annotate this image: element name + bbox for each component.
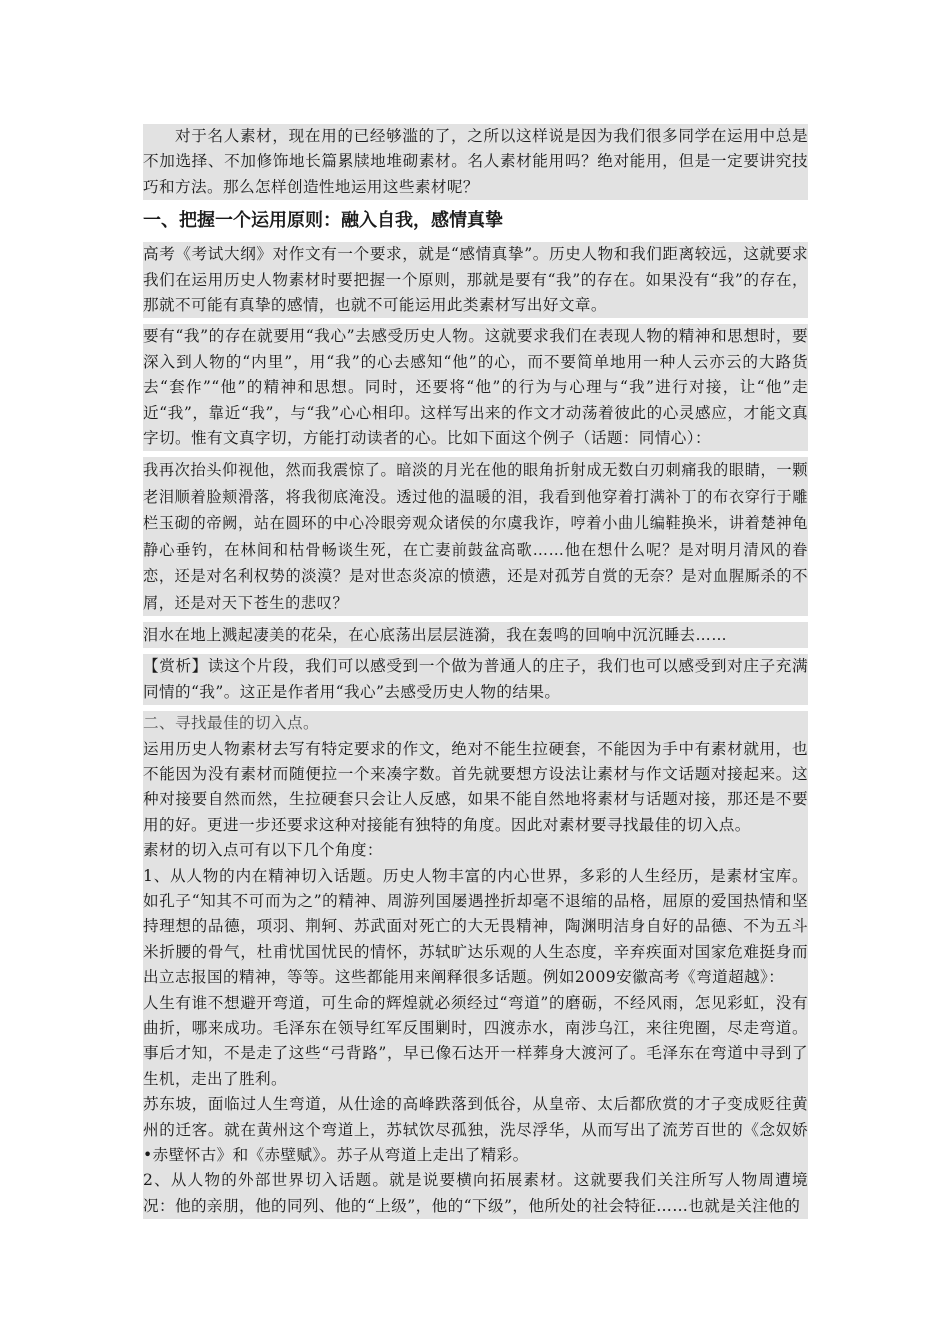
example-block-1 <box>143 457 808 615</box>
example-block-2 <box>143 622 808 648</box>
paragraph-block-2 <box>143 324 808 451</box>
paragraph-block-1 <box>143 242 808 318</box>
analysis-block <box>143 654 808 705</box>
paragraph-5: 1、从人物的内在精神切入话题。历史人物丰富的内心世界，多彩的人生经历，是素材宝库。如孔子“知其不可而为之”的精神、周游列国屡遇挫折却毫不退缩的品格，屈原的爱国热情和坚持理想的品德，项羽、荆轲、苏武面对死亡的大无畏精神，陶渊明洁身自好的品德、不为五斗米折腰的骨气，杜甫忧国忧民的情怀，苏轼旷达乐观的人生态度，辛弃疾面对国家危难挺身而出立志报国的精神，等等。这些都能用来阐释很多话题。例如2009安徽高考《弯道超越》： <box>143 866 808 987</box>
paragraph-3: 运用历史人物素材去写有特定要求的作文，绝对不能生拉硬套，不能因为手中有素材就用，也不能因为没有素材而随便拉一个来凑字数。首先就要想方设法让素材与作文话题对接起来。这种对接要自然而然，生拉硬套只会让人反感，如果不能自然地将素材与话题对接，那还是不要用的好。更进一步还要求这种对接能有独特的角度。因此对素材要寻找最佳的切入点。 <box>143 739 808 834</box>
section-heading-2: 二、寻找最佳的切入点。 <box>143 714 319 733</box>
section-heading-1: 一、把握一个运用原则：融入自我，感情真挚 <box>143 210 503 232</box>
example-paragraph-2: 泪水在地上溅起凄美的花朵，在心底荡出层层涟漪，我在轰鸣的回响中沉沉睡去…… <box>143 625 728 644</box>
paragraph-7: 苏东坡，面临过人生弯道，从仕途的高峰跌落到低谷，从皇帝、太后都欣赏的才子变成贬往黄州的迁客。就在黄州这个弯道上，苏轼饮尽孤独，洗尽浮华，从而写出了流芳百世的《念奴娇•赤壁怀古》和《赤壁赋》。苏子从弯道上走出了精彩。 <box>143 1095 808 1165</box>
paragraph-2: 要有“我”的存在就要用“我心”去感受历史人物。这就要求我们在表现人物的精神和思想时，要深入到人物的“内里”，用“我”的心去感知“他”的心，而不要简单地用一种人云亦云的大路货去“套作”“他”的精神和思想。同时，还要将“他”的行为与心理与“我”进行对接，让“他”走近“我”，靠近“我”，与“我”心心相印。这样写出来的作文才动荡着彼此的心灵感应，才能文真字切。惟有文真字切，方能打动读者的心。比如下面这个例子（话题：同情心）： <box>143 327 808 448</box>
analysis-paragraph: 【赏析】读这个片段，我们可以感受到一个做为普通人的庄子，我们也可以感受到对庄子充满同情的“我”。这正是作者用“我心”去感受历史人物的结果。 <box>143 657 808 701</box>
intro-paragraph: 对于名人素材，现在用的已经够滥的了，之所以这样说是因为我们很多同学在运用中总是不加选择、不加修饰地长篇累牍地堆砌素材。名人素材能用吗？绝对能用，但是一定要讲究技巧和方法。那么怎样创造性地运用这些素材呢？ <box>143 127 808 196</box>
paragraph-6: 人生有谁不想避开弯道，可生命的辉煌就必须经过“弯道”的磨砺，不经风雨，怎见彩虹，没有曲折，哪来成功。毛泽东在领导红军反围剿时，四渡赤水，南涉乌江，来往兜圈，尽走弯道。事后才知，不是走了这些“弓背路”，早已像石达开一样葬身大渡河了。毛泽东在弯道中寻到了生机，走出了胜利。 <box>143 993 808 1088</box>
section-2-block <box>143 711 808 1219</box>
paragraph-1: 高考《考试大纲》对作文有一个要求，就是“感情真挚”。历史人物和我们距离较远，这就要求我们在运用历史人物素材时要把握一个原则，那就是要有“我”的存在。如果没有“我”的存在，那就不可能有真挚的感情，也就不可能运用此类素材写出好文章。 <box>143 245 808 315</box>
paragraph-8: 2、从人物的外部世界切入话题。就是说要横向拓展素材。这就要我们关注所写人物周遭境况：他的亲朋，他的同列、他的“上级”，他的“下级”，他所处的社会特征……也就是关注他的 <box>143 1171 808 1215</box>
document-page <box>143 124 808 1219</box>
example-paragraph-1: 我再次抬头仰视他，然而我震惊了。暗淡的月光在他的眼角折射成无数白刃刺痛我的眼睛，一颗老泪顺着脸颊滑落，将我彻底淹没。透过他的温暖的泪，我看到他穿着打满补丁的布衣穿行于雕栏玉砌的帝阙，站在圆环的中心冷眼旁观众诸侯的尔虞我诈，哼着小曲儿编鞋换米，讲着楚神龟静心垂钓，在林间和枯骨畅谈生死，在亡妻前鼓盆高歌……他在想什么呢？是对明月清风的眷恋，还是对名利权势的淡漠？是对世态炎凉的愤懑，还是对孤芳自赏的无奈？是对血腥厮杀的不屑，还是对天下苍生的悲叹？ <box>143 461 808 612</box>
intro-block <box>143 124 808 200</box>
paragraph-4: 素材的切入点可有以下几个角度： <box>143 841 383 860</box>
